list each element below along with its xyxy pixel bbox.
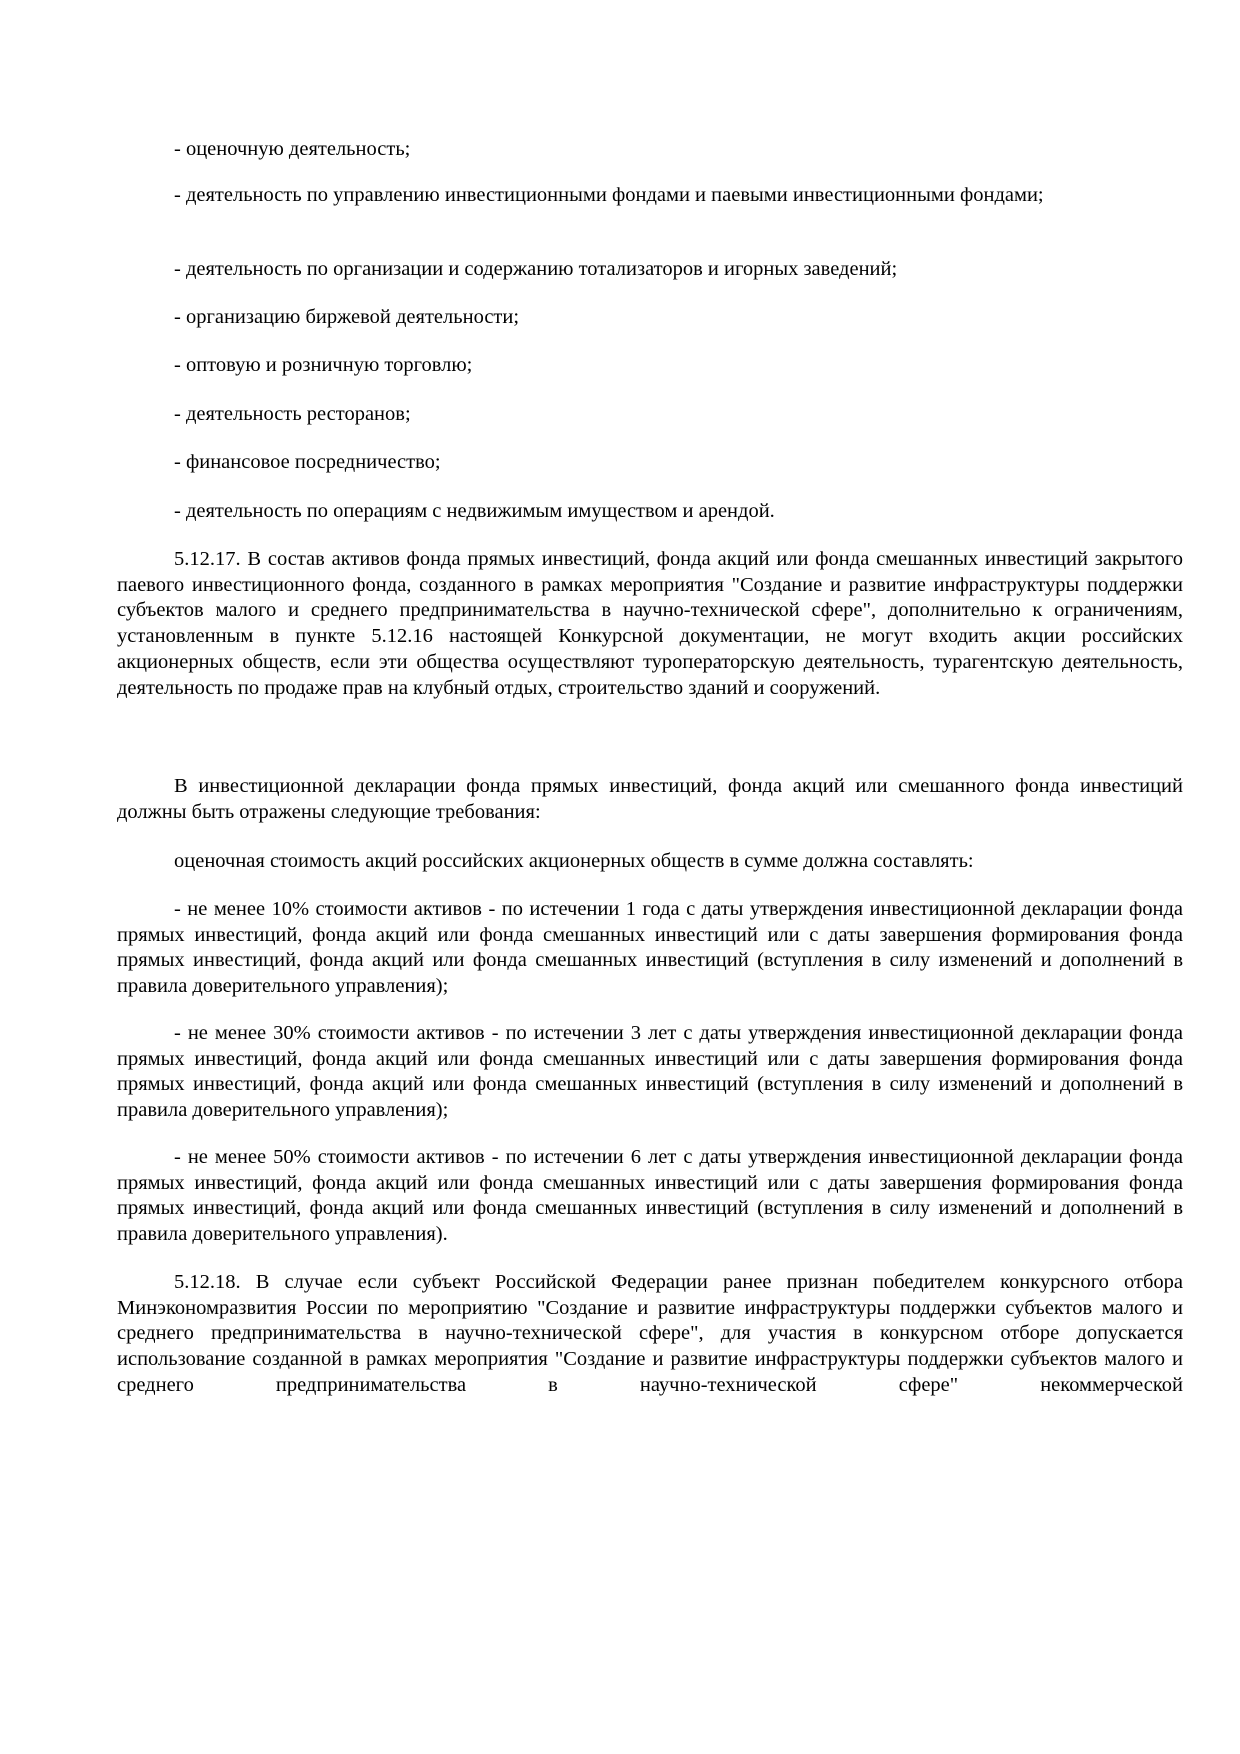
- list-item-trade: - оптовую и розничную торговлю;: [174, 354, 473, 376]
- list-item-exchange: - организацию биржевой деятельности;: [174, 306, 520, 328]
- list-item-appraisal: - оценочную деятельность;: [174, 138, 411, 160]
- list-item-10-percent: - не менее 10% стоимости активов - по истечении 1 года с даты утверждения инвестиционной декларации фонда прямых инвестиций, фонда акций или фонда смешанных инвестиций или с даты завершения формирования фонда прямых инвестиций, фонда акций или фонда смешанных инвестиций (вступления в силу изменений и дополнений в правила доверительного управления);: [117, 898, 1183, 998]
- list-item-finance: - финансовое посредничество;: [174, 451, 441, 473]
- list-item-restaurants: - деятельность ресторанов;: [174, 403, 411, 425]
- list-item-30-percent: - не менее 30% стоимости активов - по истечении 3 лет с даты утверждения инвестиционной декларации фонда прямых инвестиций, фонда акций или фонда смешанных инвестиций или с даты завершения формирования фонда прямых инвестиций, фонда акций или фонда смешанных инвестиций (вступления в силу изменений и дополнений в правила доверительного управления);: [117, 1022, 1183, 1122]
- paragraph-investment-declaration: В инвестиционной декларации фонда прямых инвестиций, фонда акций или смешанного фонда инвестиций должны быть отражены следующие требования:: [117, 775, 1183, 823]
- list-item-gambling: - деятельность по организации и содержанию тотализаторов и игорных заведений;: [174, 258, 898, 280]
- list-item-50-percent: - не менее 50% стоимости активов - по истечении 6 лет с даты утверждения инвестиционной декларации фонда прямых инвестиций, фонда акций или фонда смешанных инвестиций или с даты завершения формирования фонда прямых инвестиций, фонда акций или фонда смешанных инвестиций (вступления в силу изменений и дополнений в правила доверительного управления).: [117, 1146, 1183, 1246]
- clause-5-12-17: 5.12.17. В состав активов фонда прямых инвестиций, фонда акций или фонда смешанных инвестиций закрытого паевого инвестиционного фонда, созданного в рамках мероприятия "Создание и развитие инфраструктуры поддержки субъектов малого и среднего предпринимательства в научно-технической сфере", дополнительно к ограничениям, установленным в пункте 5.12.16 настоящей Конкурсной документации, не могут входить акции российских акционерных обществ, если эти общества осуществляют туроператорскую деятельность, турагентскую деятельность, деятельность по продаже прав на клубный отдых, строительство зданий и сооружений.: [117, 548, 1183, 699]
- paragraph-valuation: оценочная стоимость акций российских акционерных обществ в сумме должна составлять:: [174, 850, 974, 872]
- list-item-real-estate: - деятельность по операциям с недвижимым имуществом и арендой.: [174, 500, 775, 522]
- clause-5-12-18: 5.12.18. В случае если субъект Российской Федерации ранее признан победителем конкурсного отбора Минэкономразвития России по мероприятию "Создание и развитие инфраструктуры поддержки субъектов малого и среднего предпринимательства в научно-технической сфере", для участия в конкурсном отборе допускается использование созданной в рамках мероприятия "Создание и развитие инфраструктуры поддержки субъектов малого и среднего предпринимательства в научно-технической сфере" некоммерческой: [117, 1271, 1183, 1396]
- list-item-fund-management: - деятельность по управлению инвестиционными фондами и паевыми инвестиционными фондами;: [174, 184, 1044, 206]
